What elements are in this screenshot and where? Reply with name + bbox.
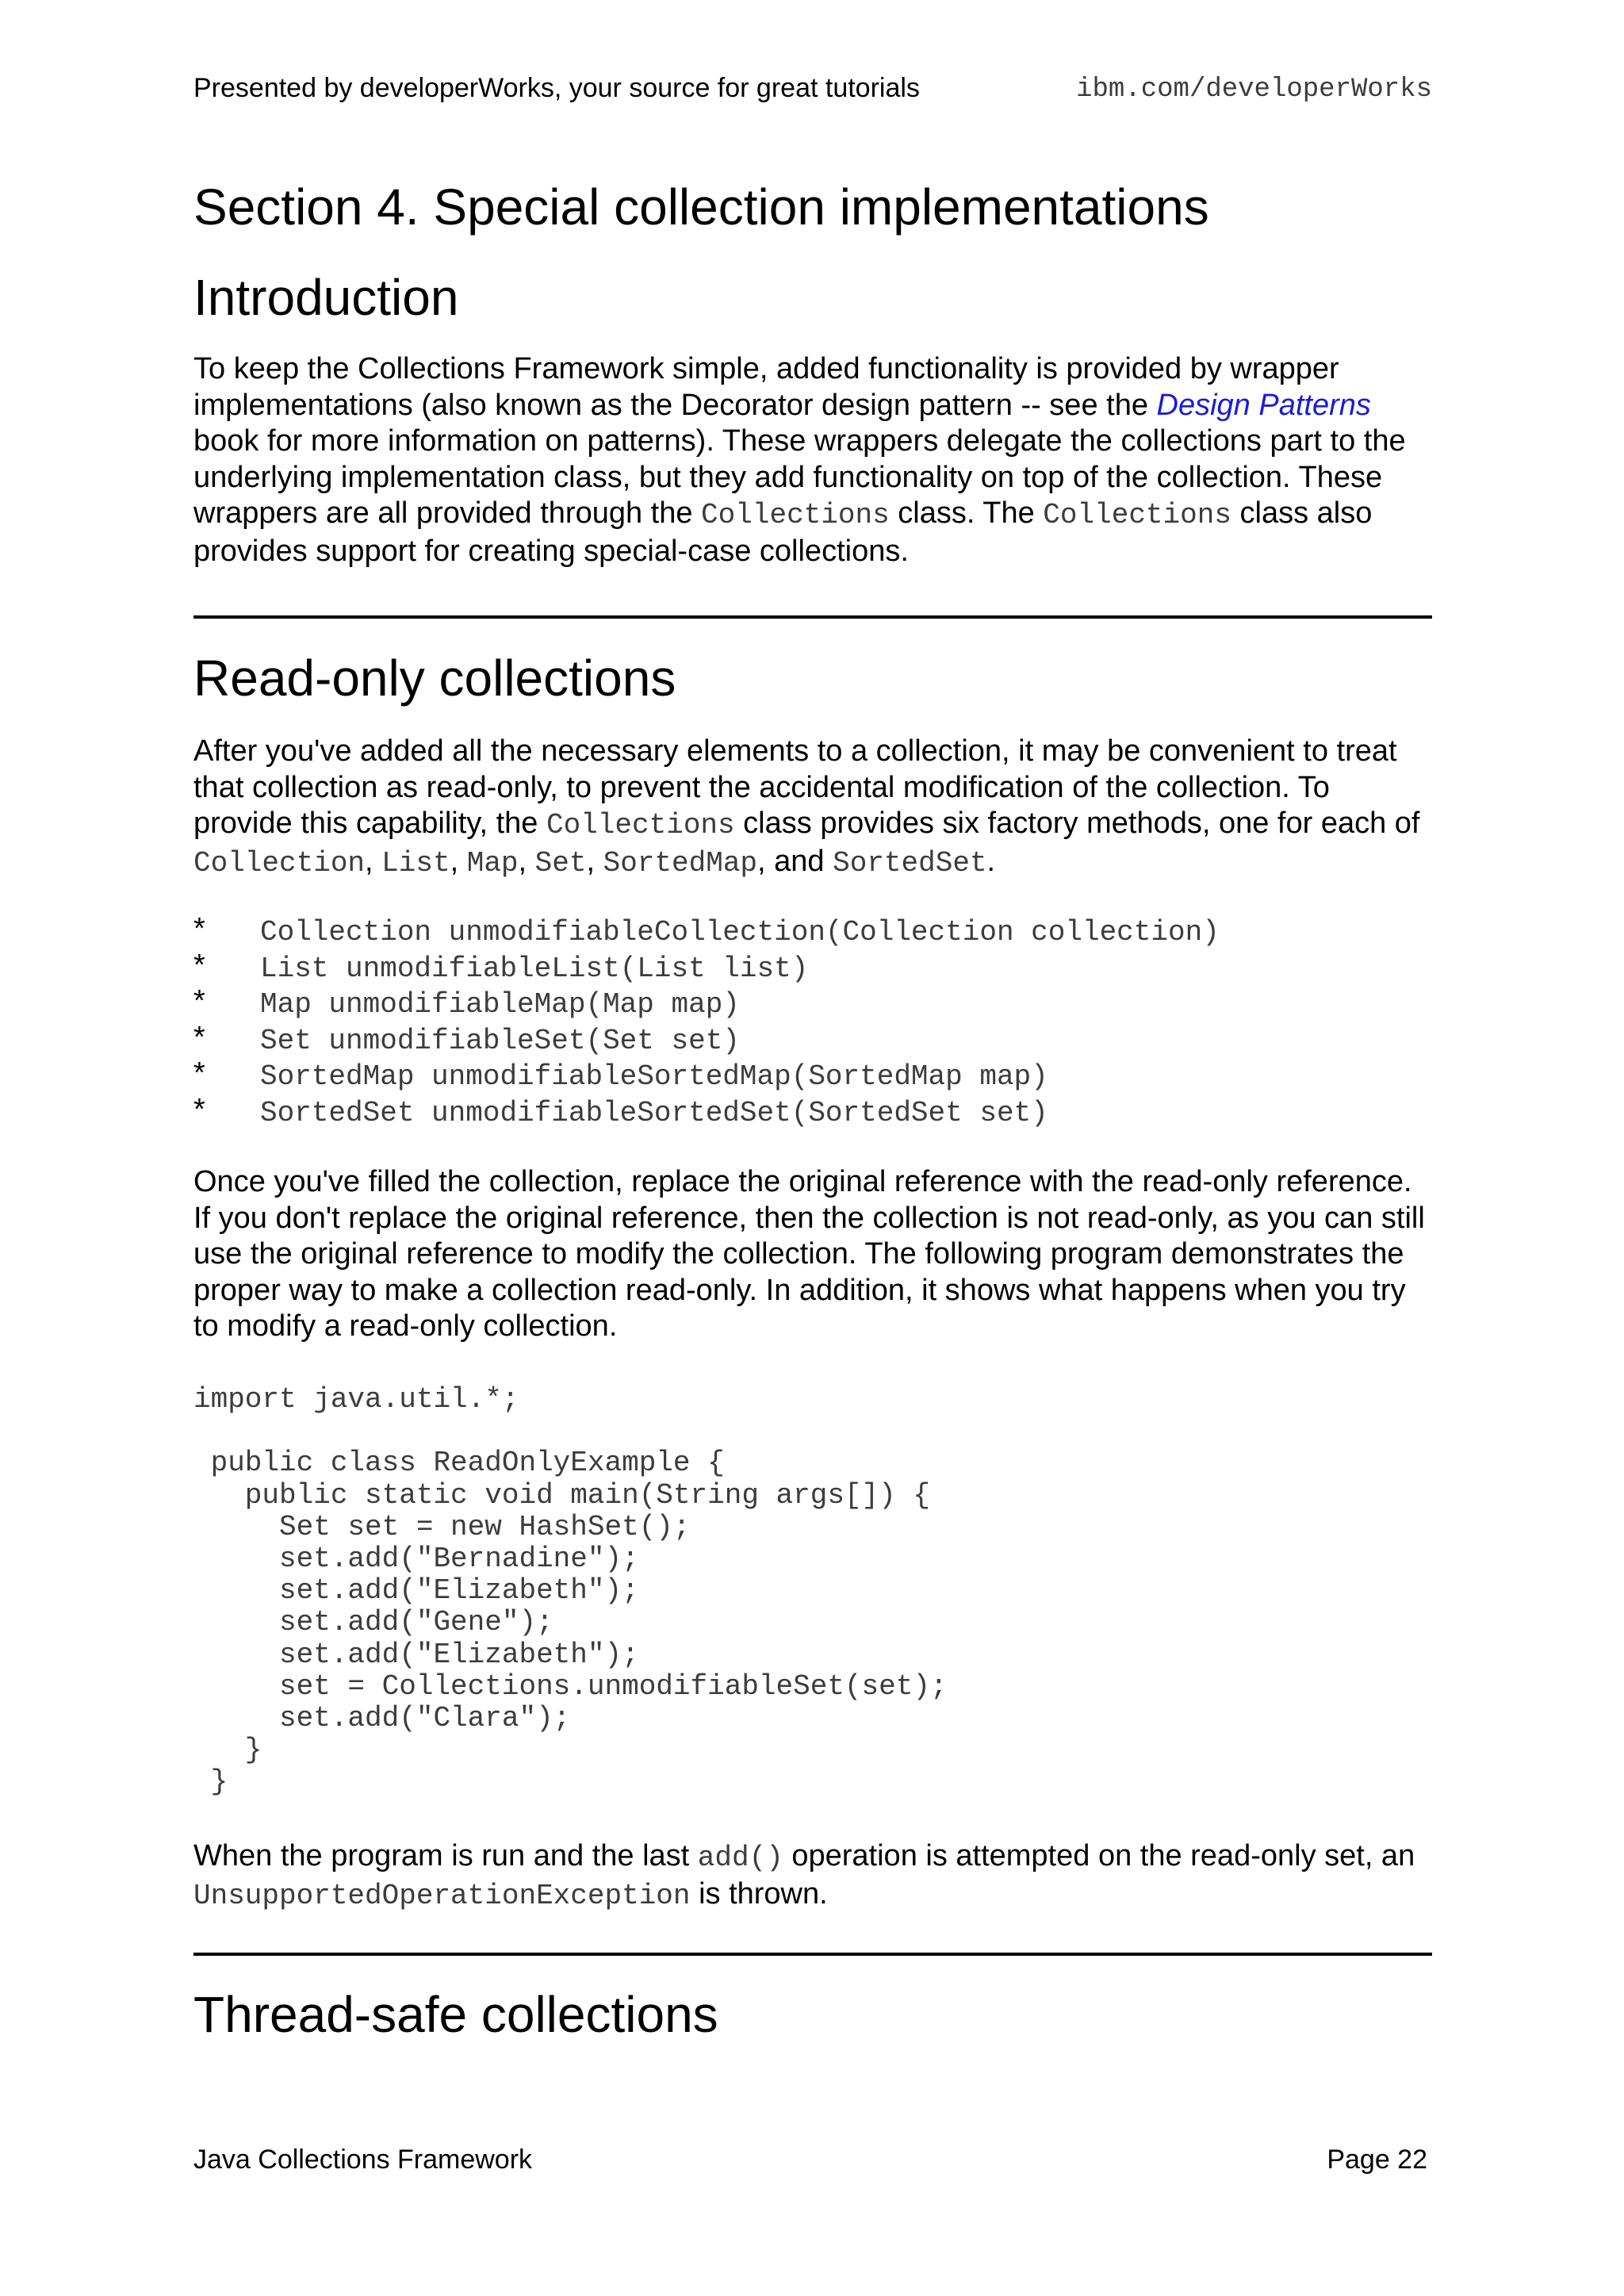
- inline-code: Collection: [193, 846, 366, 880]
- design-patterns-link[interactable]: Design Patterns: [1156, 388, 1371, 422]
- method-signature: SortedMap unmodifiableSortedMap(SortedMap map): [260, 1060, 1048, 1093]
- bullet-marker: *: [193, 948, 205, 982]
- footer-page-number: Page 22: [1327, 2145, 1427, 2175]
- footer-tutorial-title: Java Collections Framework: [193, 2145, 533, 2175]
- bullet-marker: *: [193, 1020, 205, 1054]
- inline-code: Collections: [1043, 499, 1231, 531]
- section-divider: [193, 615, 1432, 619]
- read-only-intro-paragraph: After you've added all the necessary elements to a collection, it may be convenient to treat that collection as read-only, to prevent the accidental modification of the collection. To provide this capability, the Collections class provides six factory methods, one for each of Collection, List, Map, Set, SortedMap, and SortedSet.: [193, 734, 1420, 880]
- header-site-url[interactable]: ibm.com/developerWorks: [1076, 75, 1432, 105]
- inline-code: UnsupportedOperationException: [193, 1879, 691, 1912]
- page-footer: [193, 2145, 1432, 2184]
- method-signature: Set unmodifiableSet(Set set): [260, 1024, 740, 1057]
- inline-code: Set: [534, 846, 587, 880]
- code-example-read-only: import java.util.*; public class ReadOnlyExample { public static void main(String args[]) { Set set = new HashSet(); set.add("Bernadine"); set.add("Elizabeth"); set.add("Gene"); set.add("Elizabeth"); set = Collections.unmodifiableSet(set); set.add("Clara"); } }: [193, 1383, 948, 1799]
- read-only-explanation-paragraph: Once you've filled the collection, replace the original reference with the read-only reference. If you don't replace the original reference, then the collection is not read-only, as you can still use the original reference to modify the collection. The following program demonstrates the proper way to make a collection read-only. In addition, it shows what happens when you try to modify a read-only collection.: [193, 1165, 1425, 1343]
- inline-code: SortedMap: [603, 846, 758, 880]
- method-signature: Collection unmodifiableCollection(Collection collection): [260, 916, 1220, 949]
- header-tagline: Presented by developerWorks, your source for great tutorials: [193, 73, 920, 103]
- inline-code: Collections: [701, 499, 890, 531]
- thread-safe-collections-heading: Thread-safe collections: [193, 1986, 718, 2043]
- exception-paragraph: When the program is run and the last add() operation is attempted on the read-only set, an UnsupportedOperationException is thrown.: [193, 1839, 1415, 1912]
- bullet-marker: *: [193, 1056, 205, 1090]
- section-divider: [193, 1953, 1432, 1956]
- inline-code: List: [381, 846, 450, 880]
- method-signature: List unmodifiableList(List list): [260, 952, 809, 985]
- introduction-heading: Introduction: [193, 269, 459, 326]
- introduction-paragraph: To keep the Collections Framework simple, added functionality is provided by wrapper implementations (also known as the Decorator design pattern -- see the Design Patterns book for more information on patterns). These wrappers delegate the collections part to the underlying implementation class, but they add functionality on top of the collection. These wrappers are all provided through the Collections class. The Collections class also provides support for creating special-case collections.: [193, 352, 1406, 568]
- bullet-marker: *: [193, 912, 205, 945]
- bullet-marker: *: [193, 1092, 205, 1126]
- inline-code: SortedSet: [833, 846, 987, 880]
- bullet-marker: *: [193, 984, 205, 1018]
- read-only-collections-heading: Read-only collections: [193, 650, 676, 707]
- method-signature: SortedSet unmodifiableSortedSet(SortedSet set): [260, 1096, 1048, 1129]
- inline-code: Map: [466, 846, 519, 880]
- inline-code: add(): [697, 1842, 783, 1874]
- inline-code: Collections: [546, 809, 735, 841]
- method-signature: Map unmodifiableMap(Map map): [260, 988, 740, 1021]
- page-header: [193, 73, 1432, 113]
- section-title: Section 4. Special collection implementations: [193, 178, 1209, 236]
